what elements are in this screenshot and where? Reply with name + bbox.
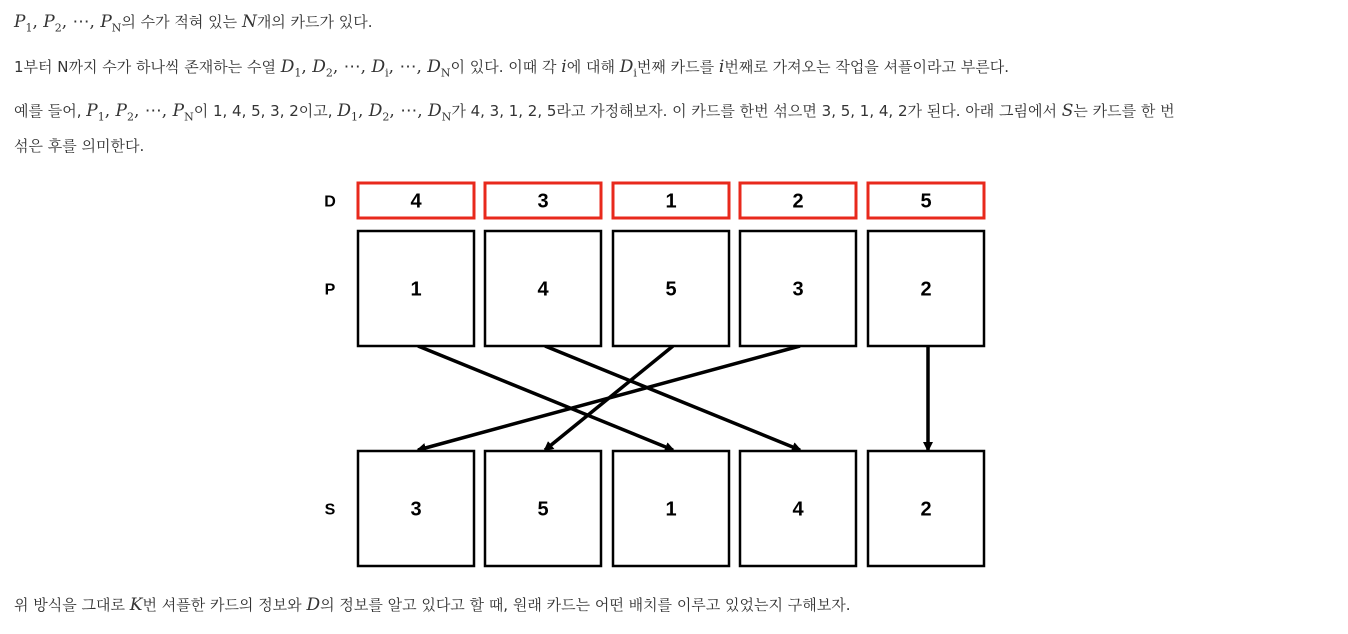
math-p-sequence: $P_1$, $P_2$, ⋯, $P_N$ xyxy=(14,12,122,35)
paragraph-4: 위 방식을 그대로 K번 셔플한 카드의 정보와 D의 정보를 알고 있다고 할 때, 원래 카드는 어떤 배치를 이루고 있었는지 구해보자. xyxy=(14,595,851,615)
s-card-value: 1 xyxy=(665,498,677,521)
row-label-s: S xyxy=(324,501,336,519)
s-card-value: 4 xyxy=(792,498,804,521)
d-card-value: 1 xyxy=(665,190,677,213)
p-card-value: 5 xyxy=(665,278,677,301)
shuffle-arrow xyxy=(545,346,800,450)
paragraph-2: 1부터 N까지 수가 하나씩 존재하는 수열 $D_1$, $D_2$, ⋯, $D_i$, ⋯, $D_N$이 있다. 이때 각 i에 대해 $D_i$번째 카드를 i번째로 가져오는 작업을 셔플이라고 부른다. xyxy=(14,57,1010,80)
math-p-sequence-2: $P_1$, $P_2$, ⋯, $P_N$ xyxy=(86,101,194,124)
math-n: N xyxy=(241,12,257,32)
math-d-sequence-2: $D_1$, $D_2$, ⋯, $D_N$ xyxy=(337,101,452,124)
paragraph-1: $P_1$, $P_2$, ⋯, $P_N$의 수가 적혀 있는 N개의 카드가 있다. xyxy=(14,12,373,35)
s-card-value: 2 xyxy=(920,498,932,521)
math-d-i: $D_i$ xyxy=(619,57,637,80)
row-label-p: P xyxy=(324,281,336,299)
p-card-value: 1 xyxy=(410,278,422,301)
p-card-value: 2 xyxy=(920,278,932,301)
math-k: K xyxy=(129,595,143,615)
math-i: i xyxy=(561,57,567,77)
p-card-value: 3 xyxy=(792,278,804,301)
shuffle-figure xyxy=(318,178,998,574)
s-card-value: 5 xyxy=(537,498,549,521)
p-card-value: 4 xyxy=(537,278,549,301)
d-card-value: 3 xyxy=(537,190,549,213)
d-card-value: 5 xyxy=(920,190,932,213)
shuffle-arrow xyxy=(545,346,673,450)
math-i-2: i xyxy=(718,57,725,77)
d-card-value: 4 xyxy=(410,190,422,213)
d-card-value: 2 xyxy=(792,190,804,213)
math-d: D xyxy=(306,595,321,615)
math-d-sequence: $D_1$, $D_2$, ⋯, $D_i$, ⋯, $D_N$ xyxy=(280,57,451,80)
paragraph-3-line-2: 섞은 후를 의미한다. xyxy=(14,137,145,155)
row-label-d: D xyxy=(324,193,336,211)
math-s: S xyxy=(1061,101,1074,121)
s-card-value: 3 xyxy=(410,498,422,521)
shuffle-arrow xyxy=(418,346,673,450)
paragraph-3: 예를 들어, $P_1$, $P_2$, ⋯, $P_N$이 1, 4, 5, 3, 2이고, $D_1$, $D_2$, ⋯, $D_N$가 4, 3, 1, 2, 5라고 가정해보자. 이 카드를 한번 섞으면 3, 5, 1, 4, 2가 된다. 아래 그림에서 S는 카드를 한 번 xyxy=(14,101,1175,124)
